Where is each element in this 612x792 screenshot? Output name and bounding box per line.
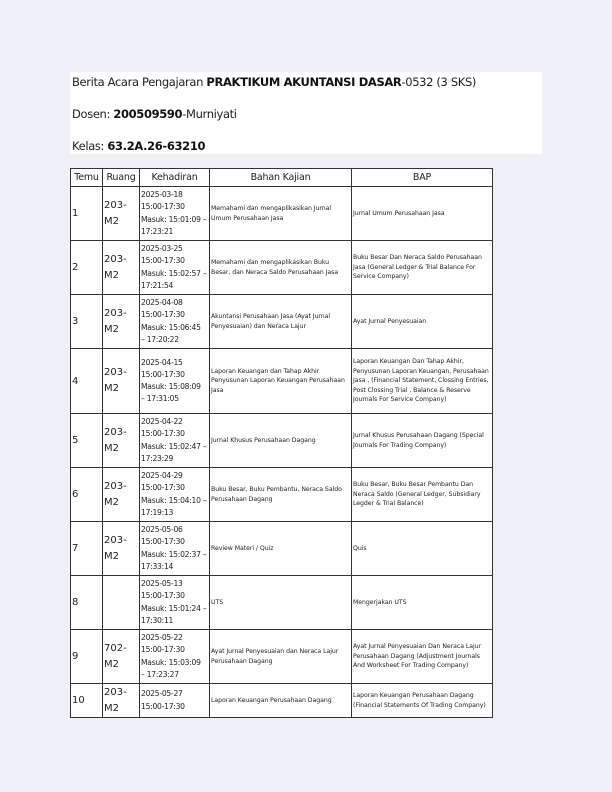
- check-out-time: 17:30:11: [141, 615, 174, 625]
- check-in-time: Masuk: 15:04:10 –: [141, 495, 207, 505]
- session-date: 2025-03-25: [141, 244, 183, 254]
- material-cell: Memahami dan mengaplikasikan Jurnal Umum Perusahaan Jasa: [210, 187, 352, 241]
- attendance-cell: [140, 522, 210, 576]
- session-time: 15:00-17:30: [141, 256, 185, 266]
- room-cell: 203-M2: [103, 295, 140, 349]
- material-cell: Buku Besar, Buku Pembantu, Neraca Saldo Perusahaan Dagang: [210, 468, 352, 522]
- table-row: [71, 414, 493, 468]
- meeting-number-cell: 4: [71, 349, 103, 414]
- check-in-time: Masuk: 15:02:37 –: [141, 549, 207, 559]
- session-date: 2025-05-06: [141, 525, 183, 535]
- bap-cell: Quis: [352, 522, 493, 576]
- class-label: Kelas:: [72, 139, 105, 153]
- bap-cell: Buku Besar Dan Neraca Saldo Perusahaan Jasa (General Ledger & Trial Balance For Service Company): [352, 241, 493, 295]
- attendance-cell: [140, 468, 210, 522]
- room-cell: 203-M2: [103, 414, 140, 468]
- session-time: 15:00-17:30: [141, 310, 185, 320]
- room-cell: 203-M2: [103, 684, 140, 718]
- table-row: [71, 576, 493, 630]
- table-row: [71, 630, 493, 684]
- room-cell: 203-M2: [103, 241, 140, 295]
- material-cell: Akuntansi Perusahaan Jasa (Ayat Jurnal Penyesuaian) dan Neraca Lajur: [210, 295, 352, 349]
- meeting-number-cell: 5: [71, 414, 103, 468]
- session-date: 2025-03-18: [141, 190, 183, 200]
- attendance-cell: [140, 349, 210, 414]
- meeting-number-cell: 10: [71, 684, 103, 718]
- room-cell: 702-M2: [103, 630, 140, 684]
- material-cell: Laporan Keuangan dan Tahap Akhir Penyusunan Laporan Keuangan Perusahaan Jasa: [210, 349, 352, 414]
- table-header-row: [71, 169, 493, 187]
- course-name: PRAKTIKUM AKUNTANSI DASAR: [206, 75, 402, 89]
- check-in-time: Masuk: 15:06:45: [141, 322, 201, 332]
- column-header-bahan-kajian: Bahan Kajian: [210, 169, 352, 187]
- material-cell: Memahami dan mengaplikasikan Buku Besar, dan Neraca Saldo Perusahaan Jasa: [210, 241, 352, 295]
- room-cell: 203-M2: [103, 522, 140, 576]
- table-row: [71, 187, 493, 241]
- table-row: [71, 468, 493, 522]
- class-code: 63.2A.26-63210: [107, 139, 206, 153]
- material-cell: Jurnal Khusus Perusahaan Dagang: [210, 414, 352, 468]
- bap-cell: Ayat Jurnal Penyesuaian Dan Neraca Lajur Perusahaan Dagang (Adjustment Journals And Worksheet For Trading Company): [352, 630, 493, 684]
- session-time: 15:00-17:30: [141, 202, 185, 212]
- attendance-cell: [140, 414, 210, 468]
- attendance-cell: [140, 295, 210, 349]
- material-cell: UTS: [210, 576, 352, 630]
- session-time: 15:00-17:30: [141, 483, 185, 493]
- check-in-time: Masuk: 15:03:09: [141, 657, 201, 667]
- check-in-time: Masuk: 15:01:24 –: [141, 603, 207, 613]
- meeting-number-cell: 3: [71, 295, 103, 349]
- column-header-bap: BAP: [352, 169, 493, 187]
- bap-cell: Buku Besar, Buku Besar Pembantu Dan Neraca Saldo (General Ledger, Subsidiary Legder & Trial Balance): [352, 468, 493, 522]
- bap-cell: Ayat Jurnal Penyesuaian: [352, 295, 493, 349]
- bap-cell: Jurnal Umum Perusahaan Jasa: [352, 187, 493, 241]
- attendance-cell: [140, 630, 210, 684]
- check-in-time: Masuk: 15:02:57 –: [141, 268, 207, 278]
- check-out-time: 17:23:21: [141, 226, 174, 236]
- check-in-time: Masuk: 15:08:09: [141, 382, 201, 391]
- lecturer-label: Dosen:: [72, 107, 111, 121]
- session-time: 15:00-17:30: [141, 537, 185, 547]
- material-cell: Ayat Jurnal Penyesuaian dan Neraca Lajur Perusahaan Dagang: [210, 630, 352, 684]
- check-out-time: – 17:20:22: [141, 334, 179, 344]
- bap-cell: Laporan Keuangan Dan Tahap Akhir, Penyusunan Laporan Keuangan, Perusahaan Jasa , (Financial Statement, Clossing Entries, Post Clossing Trial , Balance & Reserve Journals For Service Company): [352, 349, 493, 414]
- bap-cell: Laporan Keuangan Perusahaan Dagang (Financial Statements Of Trading Company): [352, 684, 493, 718]
- bap-cell: Jurnal Khusus Perusahaan Dagang (Special Journals For Trading Company): [352, 414, 493, 468]
- session-date: 2025-04-22: [141, 417, 183, 427]
- attendance-table: [70, 168, 493, 718]
- table-row: [71, 522, 493, 576]
- column-header-kehadiran: Kehadiran: [140, 169, 210, 187]
- check-in-time: Masuk: 15:02:47 –: [141, 441, 207, 451]
- report-title: [72, 75, 476, 89]
- session-time: 15:00-17:30: [141, 645, 185, 655]
- lecturer-id: 200509590: [113, 107, 183, 121]
- session-date: 2025-05-22: [141, 633, 183, 643]
- session-time: 15:00-17:30: [141, 429, 185, 439]
- check-out-time: 17:21:54: [141, 280, 174, 290]
- room-cell: 203-M2: [103, 468, 140, 522]
- meeting-number-cell: 7: [71, 522, 103, 576]
- material-cell: Laporan Keuangan Perusahaan Dagang: [210, 684, 352, 718]
- session-date: 2025-04-08: [141, 298, 183, 308]
- title-prefix: Berita Acara Pengajaran: [72, 75, 204, 89]
- meeting-number-cell: 6: [71, 468, 103, 522]
- column-header-temu: Temu: [71, 169, 103, 187]
- meeting-number-cell: 1: [71, 187, 103, 241]
- course-suffix: -0532 (3 SKS): [401, 75, 477, 89]
- meeting-number-cell: 8: [71, 576, 103, 630]
- check-out-time: – 17:31:05: [141, 394, 179, 404]
- attendance-cell: [140, 576, 210, 630]
- class-line: [72, 139, 205, 153]
- table-row: [71, 241, 493, 295]
- check-out-time: 17:23:29: [141, 453, 174, 463]
- session-date: 2025-05-13: [141, 579, 183, 589]
- session-date: 2025-05-27: [141, 689, 183, 699]
- session-time: 15:00-17:30: [141, 369, 185, 379]
- table-row: [71, 349, 493, 414]
- document-header: [70, 72, 542, 154]
- session-date: 2025-04-15: [141, 357, 183, 367]
- meeting-number-cell: 9: [71, 630, 103, 684]
- check-out-time: 17:33:14: [141, 561, 174, 571]
- table-row: [71, 684, 493, 718]
- column-header-ruang: Ruang: [103, 169, 140, 187]
- check-out-time: 17:19:13: [141, 507, 174, 517]
- meeting-number-cell: 2: [71, 241, 103, 295]
- lecturer-line: [72, 107, 237, 121]
- check-in-time: Masuk: 15:01:09 –: [141, 214, 207, 224]
- material-cell: Review Materi / Quiz: [210, 522, 352, 576]
- attendance-cell: [140, 684, 210, 718]
- session-date: 2025-04-29: [141, 471, 183, 481]
- attendance-cell: [140, 241, 210, 295]
- room-cell: 203-M2: [103, 349, 140, 414]
- room-cell: [103, 576, 140, 630]
- bap-cell: Mengerjakan UTS: [352, 576, 493, 630]
- check-out-time: – 17:23:27: [141, 669, 179, 679]
- room-cell: 203-M2: [103, 187, 140, 241]
- session-time: 15:00-17:30: [141, 591, 185, 601]
- session-time: 15:00-17:30: [141, 701, 185, 711]
- lecturer-name: -Murniyati: [182, 107, 237, 121]
- attendance-cell: [140, 187, 210, 241]
- table-row: [71, 295, 493, 349]
